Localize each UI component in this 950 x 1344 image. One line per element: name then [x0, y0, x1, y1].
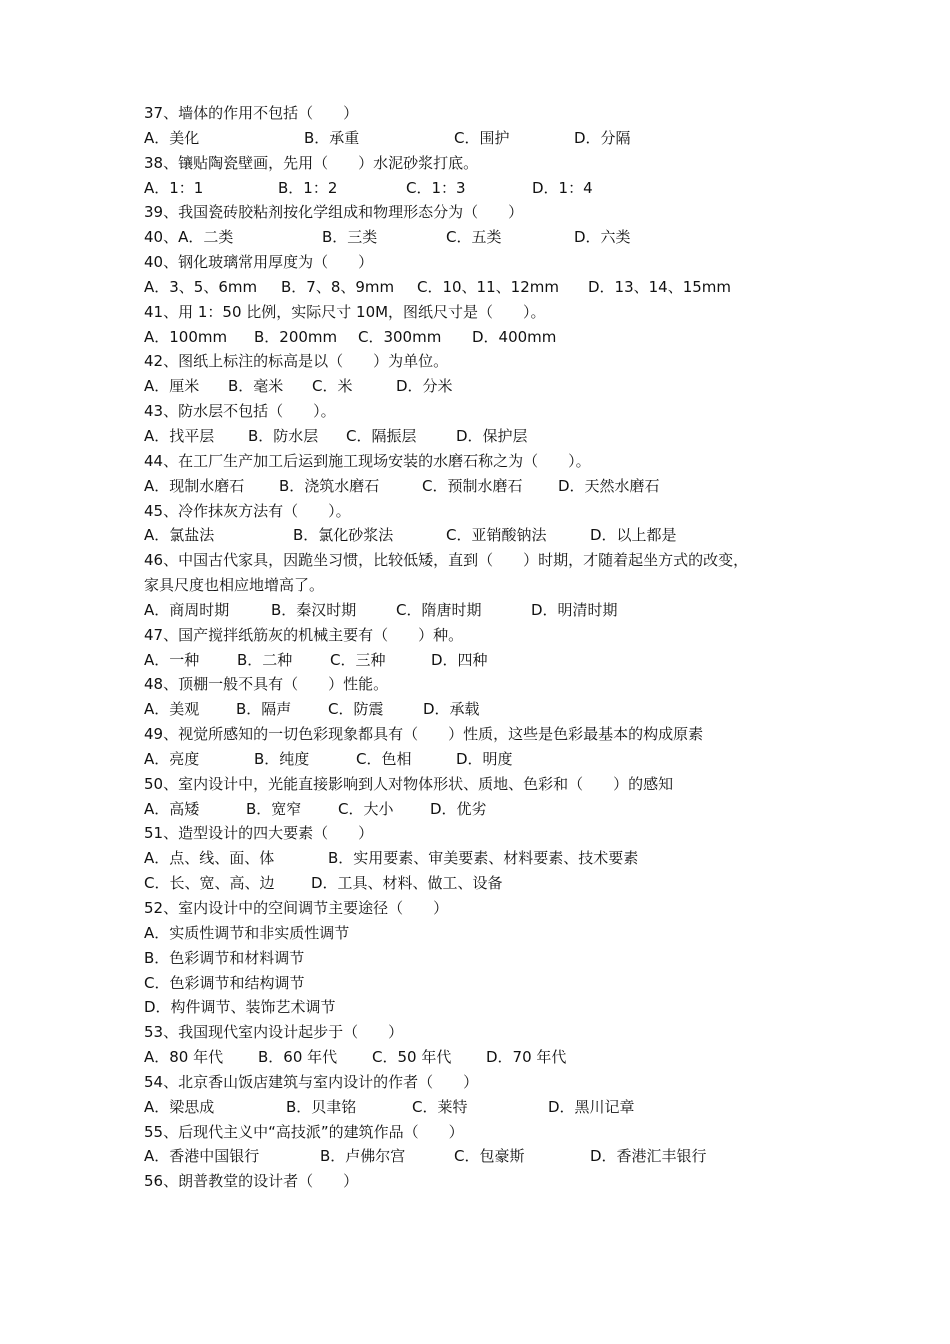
answer-option: B．宽窄: [246, 799, 302, 818]
answer-option: C．1：3: [406, 178, 466, 197]
question-text: 家具尺度也相应地增高了。: [144, 576, 325, 595]
answer-option: A．80 年代: [144, 1048, 224, 1067]
answer-option: B．200mm: [254, 327, 338, 346]
answer-option: A．氯盐法: [144, 526, 215, 545]
answer-option: B．实用要素、审美要素、材料要素、技术要素: [328, 849, 639, 868]
answer-option: D．以上都是: [590, 526, 677, 545]
answer-option: D．保护层: [456, 426, 528, 445]
question-text: 45、冷作抹灰方法有（ ）。: [144, 501, 351, 520]
answer-options: [144, 424, 824, 449]
answer-option: D．70 年代: [486, 1048, 567, 1067]
answer-option: B．三类: [322, 228, 378, 247]
answer-options: [144, 325, 824, 350]
question-text: 41、用 1：50 比例，实际尺寸 10M，图纸尺寸是（ ）。: [144, 302, 546, 321]
answer-option: D．香港汇丰银行: [590, 1147, 707, 1166]
answer-option: D．四种: [431, 650, 488, 669]
question-text: 43、防水层不包括（ ）。: [144, 402, 336, 421]
question-text: 38、镶贴陶瓷壁画，先用（ ）水泥砂浆打底。: [144, 153, 479, 172]
answer-option: C．大小: [338, 799, 394, 818]
answer-option: C．长、宽、高、边: [144, 874, 275, 893]
answer-option: A．现制水磨石: [144, 476, 245, 495]
question-text: 37、墙体的作用不包括（ ）: [144, 104, 359, 122]
answer-option: C．隔振层: [346, 426, 417, 445]
answer-option: D．分隔: [574, 128, 631, 147]
answer-option: A．3、5、6mm: [144, 277, 258, 296]
answer-options: [144, 846, 824, 871]
answer-option: D．13、14、15mm: [588, 277, 732, 296]
answer-option: A．香港中国银行: [144, 1147, 260, 1166]
answer-option: D．黑川记章: [548, 1097, 635, 1116]
answer-option: B．7、8、9mm: [281, 277, 395, 296]
question-text: C．色彩调节和结构调节: [144, 973, 305, 992]
answer-option: B．隔声: [236, 700, 292, 719]
question-text: 53、我国现代室内设计起步于（ ）: [144, 1023, 404, 1042]
answer-option: C．10、11、12mm: [417, 277, 559, 296]
answer-option: C．隋唐时期: [396, 600, 482, 619]
answer-options: [144, 474, 824, 499]
question-text: 55、后现代主义中“高技派”的建筑作品（ ）: [144, 1122, 464, 1141]
answer-options: [144, 648, 824, 673]
answer-option: C．预制水磨石: [422, 476, 523, 495]
question-text: 44、在工厂生产加工后运到施工现场安装的水磨石称之为（ ）。: [144, 451, 591, 470]
answer-option: B．浇筑水磨石: [279, 476, 380, 495]
answer-option: B．氯化砂浆法: [293, 526, 394, 545]
question-text: 46、中国古代家具，因跪坐习惯，比较低矮，直到（ ）时期，才随着起坐方式的改变，: [144, 551, 749, 570]
answer-option: B．纯度: [254, 749, 310, 768]
answer-option: C．300mm: [358, 327, 442, 346]
answer-option: B．承重: [304, 128, 360, 147]
answer-option: A．商周时期: [144, 600, 230, 619]
answer-options: [144, 176, 824, 201]
answer-options: [144, 523, 824, 548]
answer-options: [144, 871, 824, 896]
question-text: D．构件调节、装饰艺术调节: [144, 998, 336, 1017]
answer-option: C．莱特: [412, 1097, 468, 1116]
question-text: 42、图纸上标注的标高是以（ ）为单位。: [144, 352, 449, 371]
question-text: 51、造型设计的四大要素（ ）: [144, 824, 374, 843]
answer-option: B．二种: [237, 650, 293, 669]
answer-options: [144, 747, 824, 772]
answer-option: D．1：4: [532, 178, 593, 197]
answer-options: [144, 374, 824, 399]
answer-option: A．找平层: [144, 426, 215, 445]
answer-options: [144, 275, 824, 300]
answer-options: [144, 797, 824, 822]
question-text: 40、钢化玻璃常用厚度为（ ）: [144, 253, 374, 272]
question-text: 47、国产搅拌纸筋灰的机械主要有（ ）种。: [144, 625, 464, 644]
question-text: 39、我国瓷砖胶粘剂按化学组成和物理形态分为（ ）: [144, 203, 524, 222]
answer-option: B．贝聿铭: [286, 1097, 357, 1116]
answer-option: C．五类: [446, 228, 502, 247]
answer-option: A．一种: [144, 650, 200, 669]
answer-option: C．50 年代: [372, 1048, 452, 1067]
answer-option: D．优劣: [430, 799, 487, 818]
question-text: 50、室内设计中，光能直接影响到人对物体形状、质地、色彩和（ ）的感知: [144, 774, 674, 793]
answer-option: A．厘米: [144, 377, 200, 396]
answer-options: [144, 697, 824, 722]
question-text: 54、北京香山饭店建筑与室内设计的作者（ ）: [144, 1072, 479, 1091]
question-text: 52、室内设计中的空间调节主要途径（ ）: [144, 899, 449, 917]
answer-option: A．梁思成: [144, 1097, 215, 1116]
answer-option: C．包豪斯: [454, 1147, 525, 1166]
answer-option: D．天然水磨石: [558, 476, 660, 495]
answer-option: A．美观: [144, 700, 200, 719]
answer-option: A．高矮: [144, 799, 200, 818]
answer-options: [144, 1144, 824, 1169]
answer-option: C．三种: [330, 650, 386, 669]
answer-option: A．亮度: [144, 749, 200, 768]
answer-option: C．米: [312, 377, 353, 396]
answer-option: B．卢佛尔宫: [320, 1147, 406, 1166]
question-text: B．色彩调节和材料调节: [144, 948, 305, 967]
question-text: 49、视觉所感知的一切色彩现象都具有（ ）性质，这些是色彩最基本的构成原素: [144, 725, 704, 744]
question-text: 48、顶棚一般不具有（ ）性能。: [144, 675, 389, 694]
question-list: [144, 101, 824, 1194]
answer-option: D．工具、材料、做工、设备: [311, 874, 503, 893]
answer-option: C．防震: [328, 700, 384, 719]
answer-option: D．分米: [396, 377, 453, 396]
answer-option: 40、A．二类: [144, 228, 234, 247]
answer-option: A．点、线、面、体: [144, 849, 275, 868]
answer-option: C．色相: [356, 749, 412, 768]
answer-option: D．六类: [574, 228, 631, 247]
question-text: 56、朗普教堂的设计者（ ）: [144, 1172, 359, 1191]
answer-option: B．毫米: [228, 377, 284, 396]
question-text: A．实质性调节和非实质性调节: [144, 923, 350, 942]
answer-option: B．秦汉时期: [271, 600, 357, 619]
answer-option: C．围护: [454, 128, 510, 147]
answer-option: B．1：2: [278, 178, 338, 197]
answer-options: [144, 225, 824, 250]
answer-option: A．美化: [144, 128, 200, 147]
answer-option: D．明清时期: [531, 600, 618, 619]
answer-option: D．明度: [456, 749, 513, 768]
answer-option: B．防水层: [248, 426, 319, 445]
answer-option: A．100mm: [144, 327, 228, 346]
answer-option: A．1：1: [144, 178, 204, 197]
answer-options: [144, 126, 824, 151]
answer-options: [144, 1045, 824, 1070]
answer-options: [144, 1095, 824, 1120]
answer-option: B．60 年代: [258, 1048, 338, 1067]
answer-option: D．400mm: [472, 327, 557, 346]
answer-option: D．承载: [423, 700, 480, 719]
answer-option: C．亚销酸钠法: [446, 526, 547, 545]
answer-options: [144, 598, 824, 623]
